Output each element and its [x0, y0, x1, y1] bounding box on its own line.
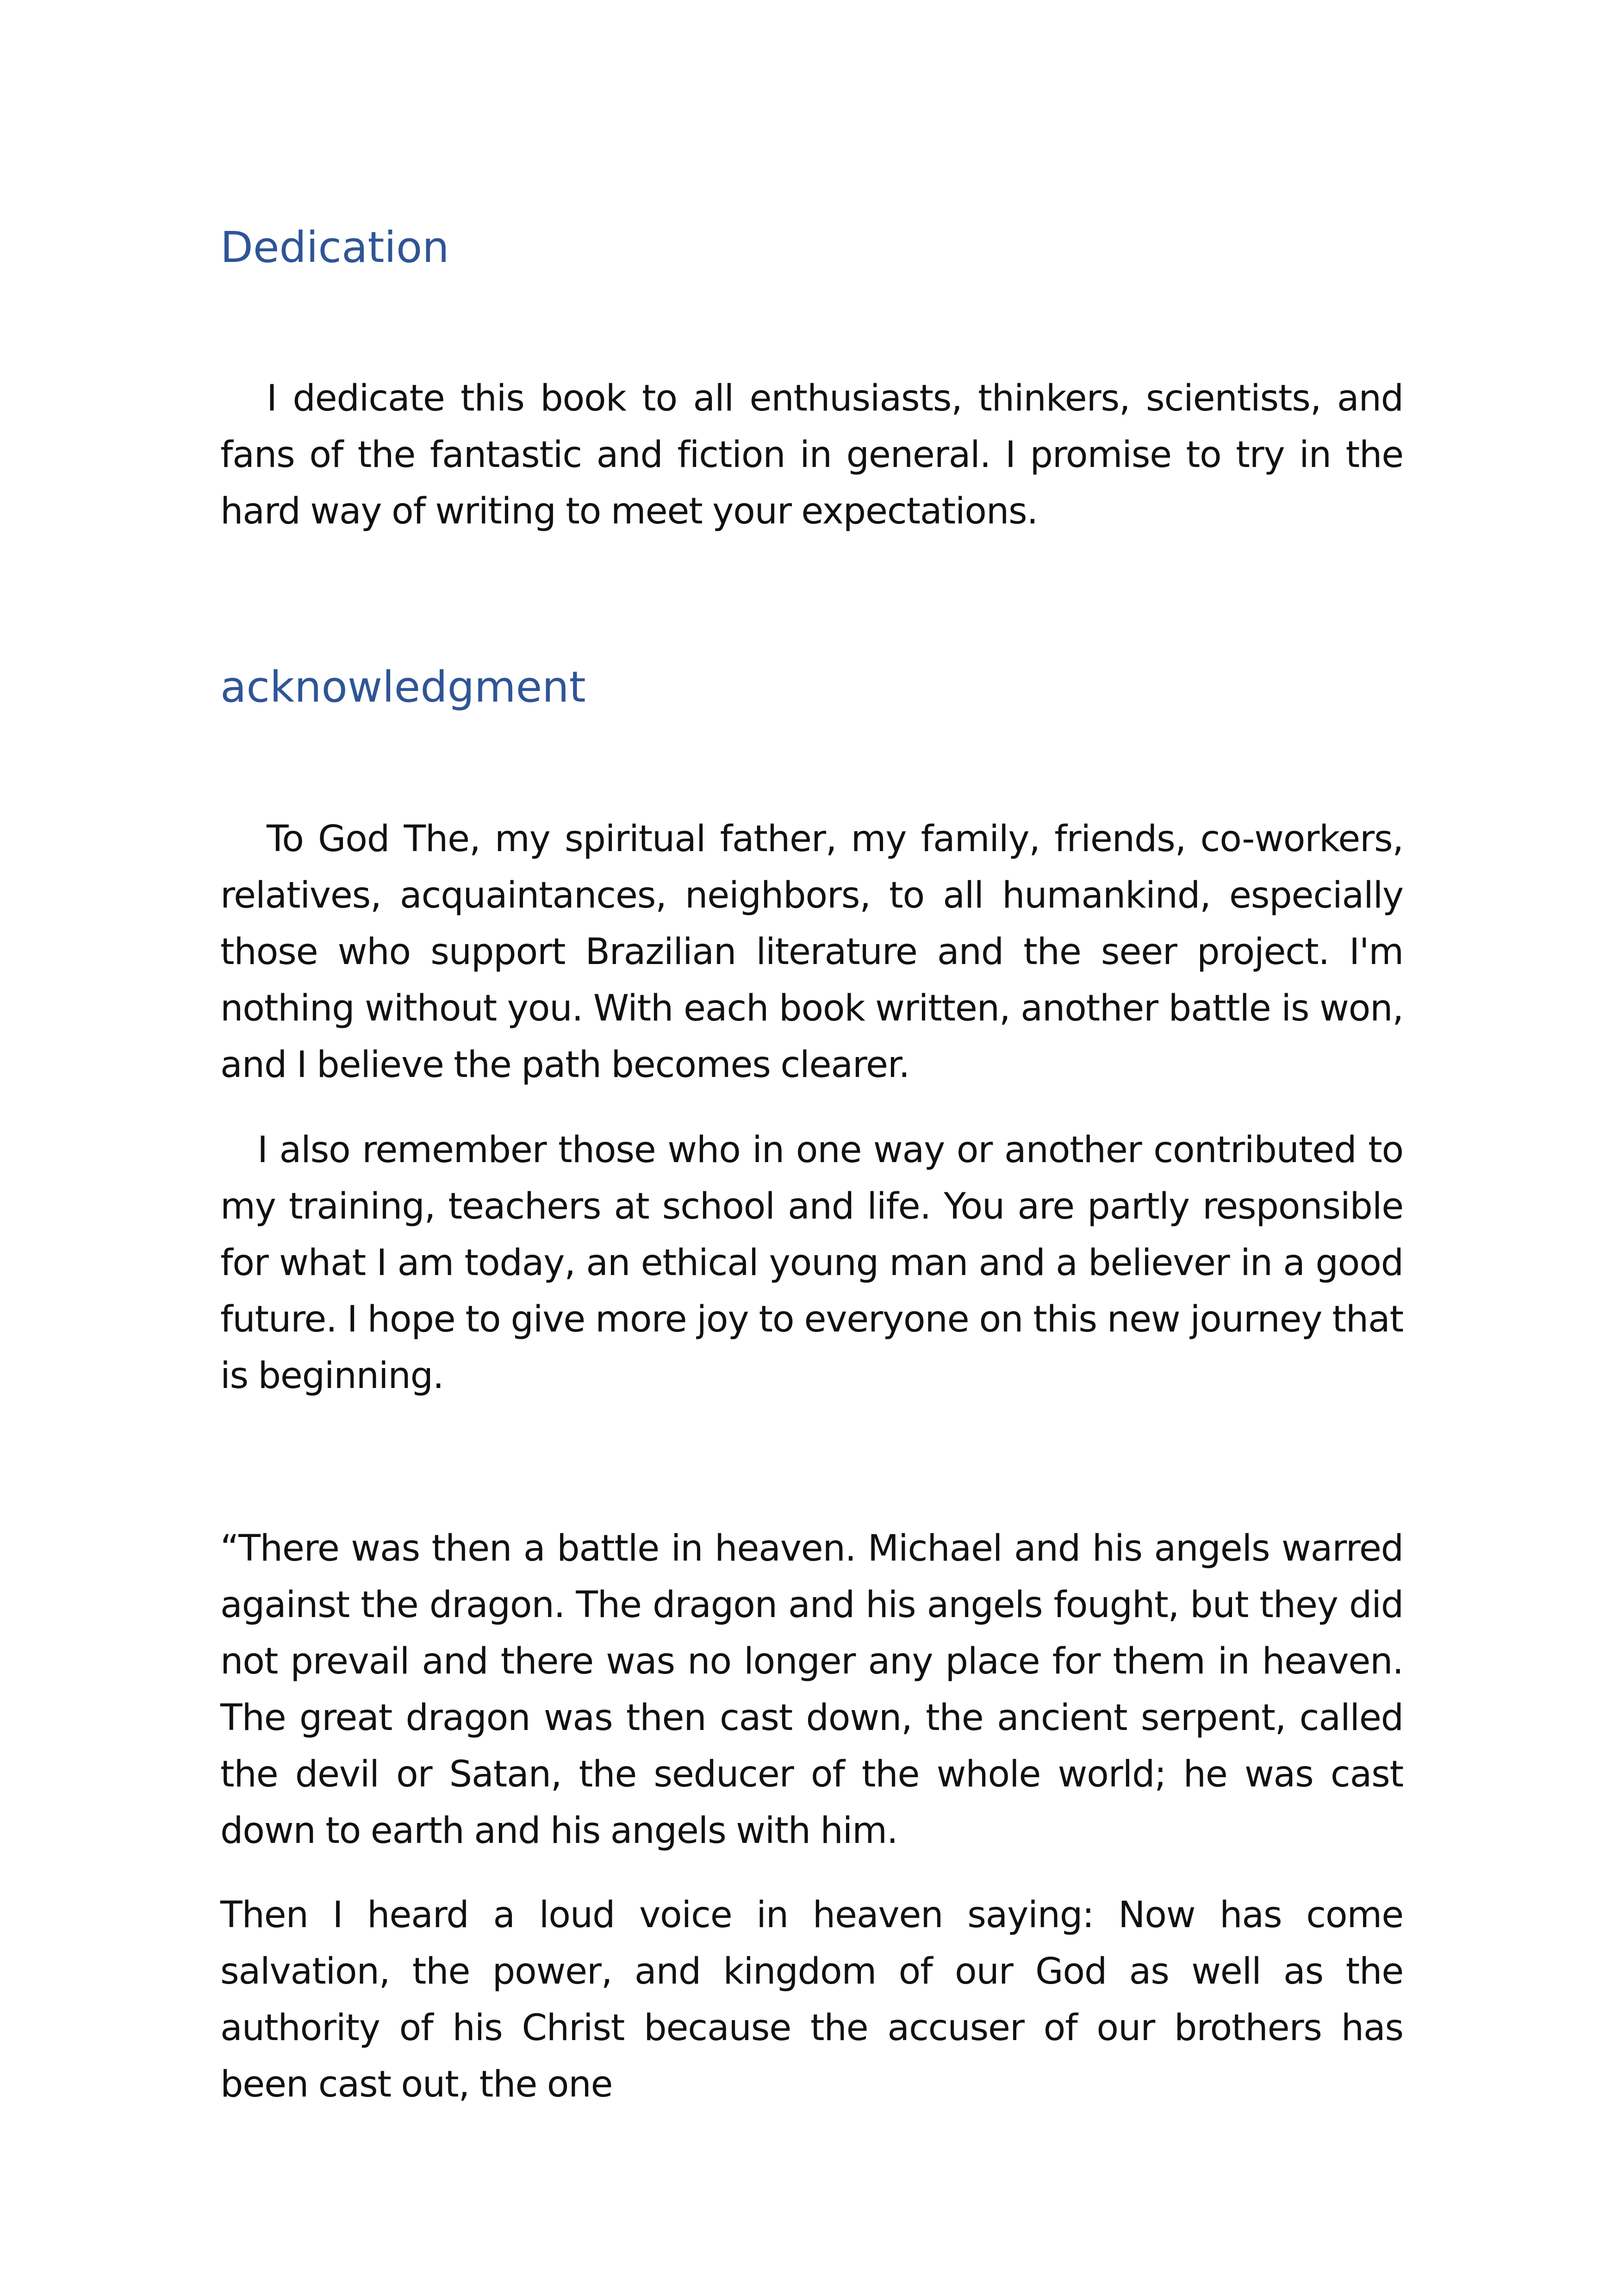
acknowledgment-paragraph-1: To God The, my spiritual father, my family, friends, co-workers, relatives, acquaintances, neighbors, to all humankind, especially those who support Brazilian literature and the seer project. I'm nothing without you. With each book written, another battle is won, and I believe the path becomes clearer. [220, 818, 1403, 1086]
epigraph-paragraph-2: Then I heard a loud voice in heaven saying: Now has come salvation, the power, and kingdom of our God as well as the authority of his Christ because the accuser of our brothers has been cast out, the one [220, 1894, 1403, 2105]
epigraph-paragraph-1: “There was then a battle in heaven. Michael and his angels warred against the dragon. The dragon and his angels fought, but they did not prevail and there was no longer any place for them in heaven. The great dragon was then cast down, the ancient serpent, called the devil or Satan, the seducer of the whole world; he was cast down to earth and his angels with him. [220, 1528, 1403, 1852]
acknowledgment-heading: acknowledgment [220, 662, 586, 712]
acknowledgment-paragraph-2: I also remember those who in one way or another contributed to my training, teachers at school and life. You are partly responsible for what I am today, an ethical young man and a believer in a good future. I hope to give more joy to everyone on this new journey that is beginning. [220, 1129, 1403, 1397]
dedication-heading: Dedication [220, 223, 449, 272]
dedication-paragraph: I dedicate this book to all enthusiasts, thinkers, scientists, and fans of the fantastic and fiction in general. I promise to try in the hard way of writing to meet your expectations. [220, 378, 1403, 532]
